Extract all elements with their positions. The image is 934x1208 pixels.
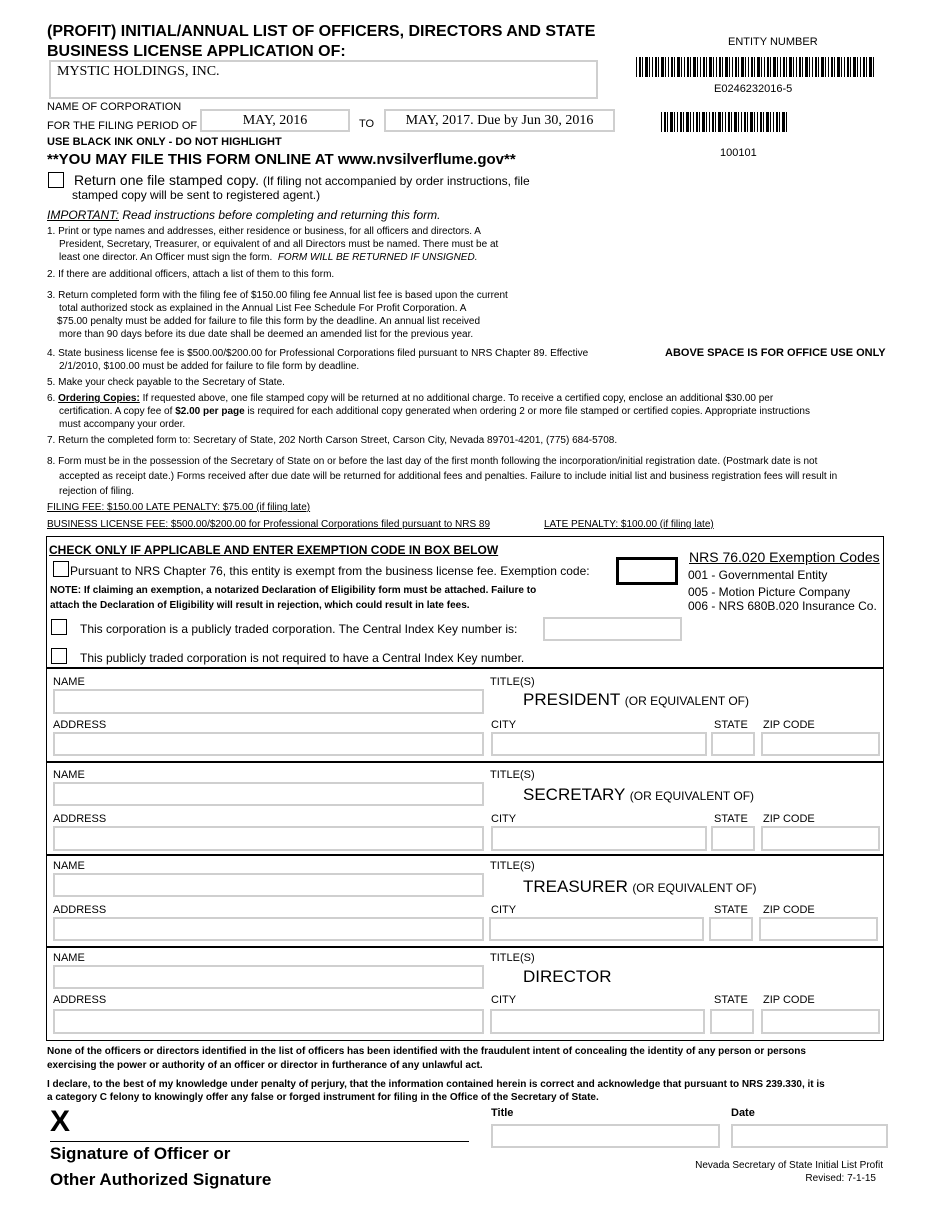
form-revision: Revised: 7-1-15	[805, 1173, 876, 1184]
secretary-address-field[interactable]	[53, 826, 484, 851]
signature-label-line1: Signature of Officer or	[50, 1144, 231, 1163]
instruction-8: 8. Form must be in the possession of the Secretary of State on or before the last day of the first month following the incorporation/initial registration date. (Postmark date is not accepted as receipt date.) Forms received after due date will be returned for additional fees and penalties. Failure to include initial list and business registration fees will result in rejection of filing.	[47, 456, 838, 497]
name-label: NAME	[53, 860, 85, 872]
name-label: NAME	[53, 952, 85, 964]
secretary-state-field[interactable]	[711, 826, 755, 851]
filing-period-label: FOR THE FILING PERIOD OF	[47, 120, 198, 132]
address-label: ADDRESS	[53, 719, 107, 731]
state-label: STATE	[714, 994, 748, 1006]
return-copy-note-line2: stamped copy will be sent to registered agent.)	[72, 188, 321, 202]
address-label: ADDRESS	[53, 904, 107, 916]
treasurer-state-field[interactable]	[709, 917, 753, 941]
president-city-field[interactable]	[491, 732, 707, 756]
treasurer-address-field[interactable]	[53, 917, 484, 941]
cik-number-field[interactable]	[543, 617, 682, 641]
office-use-notice: ABOVE SPACE IS FOR OFFICE USE ONLY	[665, 347, 886, 359]
entity-number: E0246232016-5	[714, 83, 793, 95]
treasurer-title: TREASURER (OR EQUIVALENT OF)	[523, 877, 757, 896]
treasurer-city-field[interactable]	[489, 917, 704, 941]
director-title: DIRECTOR	[523, 967, 612, 986]
city-label: CITY	[491, 904, 517, 916]
document-barcode	[661, 112, 789, 132]
corporation-name-value: MYSTIC HOLDINGS, INC.	[57, 64, 220, 79]
titles-label: TITLE(S)	[490, 952, 535, 964]
instruction-3: 3. Return completed form with the filing fee of $150.00 filing fee Annual list fee is based upon the current total authorized stock as explained in the Annual List Fee Schedule For Profit Corporation. A $75.00 penalty must be added for failure to file this form by the deadline. An annual list received more than 90 days before its due date shall be deemed an amended list for the previous year.	[47, 290, 508, 340]
secretary-zip-field[interactable]	[761, 826, 880, 851]
fraud-statement-line2: exercising the power or authority of an officer or director in furtherance of any unlawful act.	[47, 1060, 483, 1071]
city-label: CITY	[491, 813, 517, 825]
treasurer-name-field[interactable]	[53, 873, 484, 897]
to-label: TO	[359, 118, 375, 130]
license-penalty-line: LATE PENALTY: $100.00 (if filing late)	[544, 519, 714, 530]
date-label: Date	[731, 1107, 755, 1119]
zip-label: ZIP CODE	[763, 719, 815, 731]
return-copy-label: Return one file stamped copy. (If filing not accompanied by order instructions, file	[74, 172, 530, 188]
name-label: NAME	[53, 769, 85, 781]
fraud-statement-line1: None of the officers or directors identified in the list of officers has been identified with the fraudulent intent of concealing the identity of any person or persons	[47, 1046, 806, 1057]
exemption-heading: CHECK ONLY IF APPLICABLE AND ENTER EXEMPTION CODE IN BOX BELOW	[49, 543, 499, 557]
state-label: STATE	[714, 813, 748, 825]
entity-barcode	[636, 57, 874, 77]
secretary-title: SECRETARY (OR EQUIVALENT OF)	[523, 785, 755, 804]
signature-line[interactable]	[50, 1141, 469, 1142]
publicly-traded-label: This corporation is a publicly traded corporation. The Central Index Key number is:	[80, 622, 518, 636]
state-label: STATE	[714, 719, 748, 731]
form-title-line2: BUSINESS LICENSE APPLICATION OF:	[47, 43, 346, 60]
exemption-code-001: 001 - Governmental Entity	[688, 568, 828, 582]
exemption-note-line2: attach the Declaration of Eligibility will result in rejection, which could result in late fees.	[50, 600, 470, 611]
instruction-6: 6. Ordering Copies: If requested above, one file stamped copy will be returned at no additional charge. To receive a certified copy, enclose an additional $30.00 per certification. A copy fee of $2.00 per page is required for each additional copy generated when ordering 2 or more file stamped or certified copies. Appropriate instructions must accompany your order.	[47, 393, 810, 430]
zip-label: ZIP CODE	[763, 994, 815, 1006]
signer-title-field[interactable]	[491, 1124, 720, 1148]
director-name-field[interactable]	[53, 965, 484, 989]
publicly-traded-checkbox[interactable]	[51, 619, 67, 635]
director-city-field[interactable]	[490, 1009, 705, 1034]
filing-fee-line: FILING FEE: $150.00 LATE PENALTY: $75.00 (if filing late)	[47, 502, 311, 513]
director-address-field[interactable]	[53, 1009, 484, 1034]
signature-x-mark: X	[50, 1105, 71, 1138]
license-fee-line: BUSINESS LICENSE FEE: $500.00/$200.00 for Professional Corporations filed pursuant to NRS 89	[47, 519, 491, 530]
filing-period-to-field[interactable]	[384, 109, 615, 132]
president-title: PRESIDENT (OR EQUIVALENT OF)	[523, 690, 749, 709]
secretary-city-field[interactable]	[491, 826, 707, 851]
director-state-field[interactable]	[710, 1009, 754, 1034]
titles-label: TITLE(S)	[490, 860, 535, 872]
instruction-2: 2. If there are additional officers, attach a list of them to this form.	[47, 269, 335, 280]
date-field[interactable]	[731, 1124, 888, 1148]
form-title-line1: (PROFIT) INITIAL/ANNUAL LIST OF OFFICERS, DIRECTORS AND STATE	[47, 23, 596, 40]
instruction-5: 5. Make your check payable to the Secretary of State.	[47, 377, 285, 388]
instruction-1: 1. Print or type names and addresses, either residence or business, for all officers and directors. A President, Secretary, Treasurer, or equivalent of and all Directors must be named. There must be at least one director. An Officer must sign the form. FORM WILL BE RETURNED IF UNSIGNED.	[47, 226, 499, 263]
online-filing-notice: **YOU MAY FILE THIS FORM ONLINE AT www.nvsilverflume.gov**	[47, 151, 516, 168]
important-label: IMPORTANT:	[47, 208, 119, 222]
director-zip-field[interactable]	[761, 1009, 880, 1034]
no-cik-checkbox[interactable]	[51, 648, 67, 664]
important-line: IMPORTANT: Read instructions before completing and returning this form.	[47, 208, 441, 222]
president-address-field[interactable]	[53, 732, 484, 756]
treasurer-zip-field[interactable]	[759, 917, 878, 941]
instruction-7: 7. Return the completed form to: Secretary of State, 202 North Carson Street, Carson City, Nevada 89701-4201, (775) 684-5708.	[47, 435, 618, 446]
exemption-codes-title: NRS 76.020 Exemption Codes	[689, 549, 880, 565]
corporation-name-field[interactable]	[49, 60, 598, 99]
instruction-4: 4. State business license fee is $500.00/$200.00 for Professional Corporations filed pursuant to NRS Chapter 89. Effective 2/1/2010, $100.00 must be added for failure to file form by deadline.	[47, 348, 589, 372]
city-label: CITY	[491, 719, 517, 731]
secretary-name-field[interactable]	[53, 782, 484, 806]
zip-label: ZIP CODE	[763, 904, 815, 916]
titles-label: TITLE(S)	[490, 676, 535, 688]
state-label: STATE	[714, 904, 748, 916]
return-copy-checkbox[interactable]	[48, 172, 64, 188]
exemption-note-line1: NOTE: If claiming an exemption, a notarized Declaration of Eligibility form must be attached. Failure to	[50, 585, 537, 596]
exemption-code-006: 006 - NRS 680B.020 Insurance Co.	[688, 599, 877, 613]
filing-period-to-value: MAY, 2017. Due by Jun 30, 2016	[405, 113, 594, 128]
address-label: ADDRESS	[53, 813, 107, 825]
name-label: NAME	[53, 676, 85, 688]
zip-label: ZIP CODE	[763, 813, 815, 825]
entity-number-label: ENTITY NUMBER	[728, 36, 818, 48]
return-copy-note: (If filing not accompanied by order instructions, file	[262, 174, 530, 188]
president-state-field[interactable]	[711, 732, 755, 756]
filing-period-from-field[interactable]	[200, 109, 350, 132]
name-of-corporation-label: NAME OF CORPORATION	[47, 101, 182, 113]
city-label: CITY	[491, 994, 517, 1006]
signature-label-line2: Other Authorized Signature	[50, 1170, 272, 1189]
title-label: Title	[491, 1107, 514, 1119]
chapter76-checkbox[interactable]	[53, 561, 69, 577]
no-cik-label: This publicly traded corporation is not required to have a Central Index Key number.	[80, 651, 525, 665]
address-label: ADDRESS	[53, 994, 107, 1006]
filing-period-from-value: MAY, 2016	[242, 113, 308, 128]
president-name-field[interactable]	[53, 689, 484, 714]
chapter76-label: Pursuant to NRS Chapter 76, this entity is exempt from the business license fee. Exemption code:	[70, 564, 590, 578]
president-zip-field[interactable]	[761, 732, 880, 756]
document-number: 100101	[720, 147, 757, 159]
declaration-line1: I declare, to the best of my knowledge under penalty of perjury, that the information contained herein is correct and acknowledge that pursuant to NRS 239.330, it is	[47, 1079, 825, 1090]
exemption-code-box[interactable]	[616, 557, 678, 585]
black-ink-notice: USE BLACK INK ONLY - DO NOT HIGHLIGHT	[47, 136, 282, 148]
titles-label: TITLE(S)	[490, 769, 535, 781]
declaration-line2: a category C felony to knowingly offer any false or forged instrument for filing in the Office of the Secretary of State.	[47, 1092, 599, 1103]
exemption-code-005: 005 - Motion Picture Company	[688, 585, 851, 599]
form-name: Nevada Secretary of State Initial List Profit	[695, 1160, 883, 1171]
